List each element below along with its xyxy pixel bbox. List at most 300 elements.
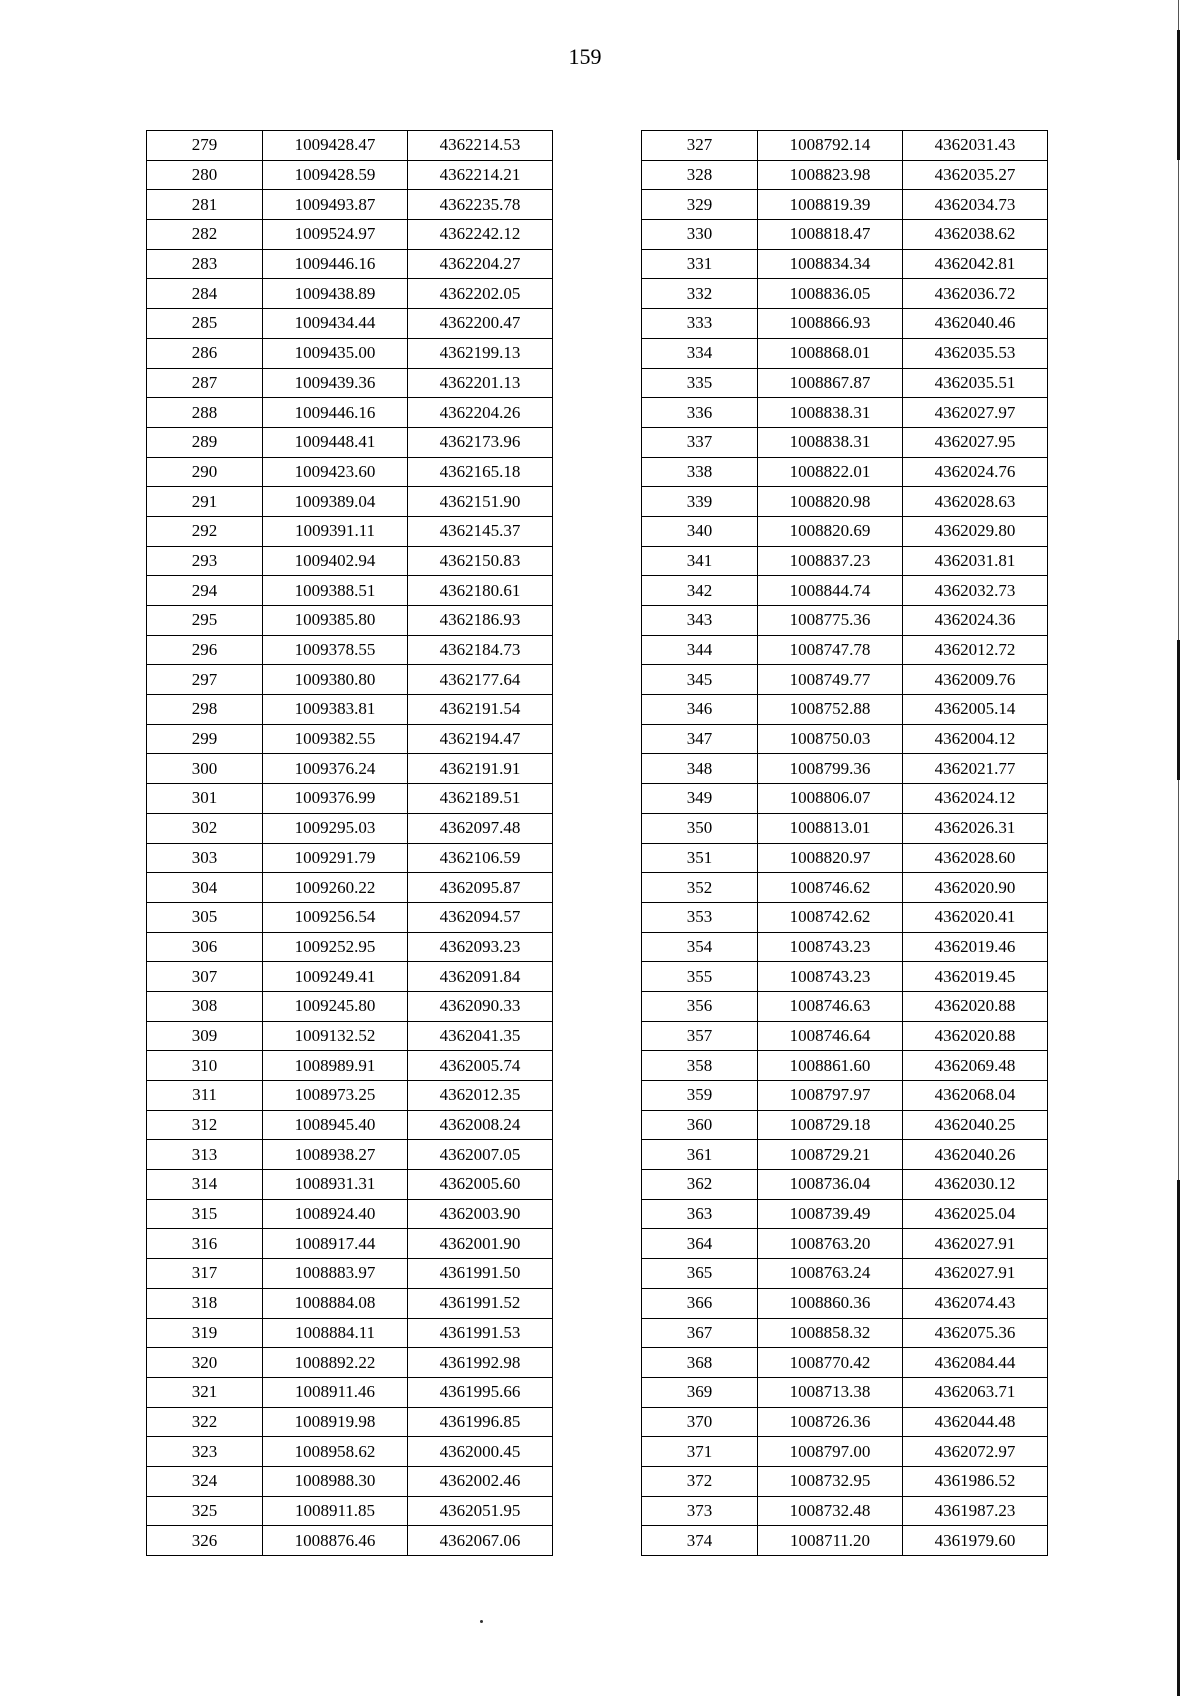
y-coordinate-cell: 4362097.48 <box>408 813 553 843</box>
point-number-cell: 356 <box>642 991 758 1021</box>
table-row <box>147 1259 553 1289</box>
table-row <box>147 813 553 843</box>
point-number-cell: 339 <box>642 487 758 517</box>
point-number-cell: 300 <box>147 754 263 784</box>
x-coordinate-cell: 1009448.41 <box>263 427 408 457</box>
table-row <box>642 546 1048 576</box>
x-coordinate-cell: 1008867.87 <box>758 368 903 398</box>
point-number-cell: 373 <box>642 1496 758 1526</box>
x-coordinate-cell: 1008749.77 <box>758 665 903 695</box>
point-number-cell: 285 <box>147 309 263 339</box>
table-row <box>147 1407 553 1437</box>
table-row <box>642 427 1048 457</box>
x-coordinate-cell: 1008834.34 <box>758 249 903 279</box>
y-coordinate-cell: 4362028.63 <box>903 487 1048 517</box>
table-row <box>147 1170 553 1200</box>
point-number-cell: 299 <box>147 724 263 754</box>
y-coordinate-cell: 4362001.90 <box>408 1229 553 1259</box>
table-row <box>147 457 553 487</box>
y-coordinate-cell: 4362005.74 <box>408 1051 553 1081</box>
y-coordinate-cell: 4362000.45 <box>408 1437 553 1467</box>
y-coordinate-cell: 4362165.18 <box>408 457 553 487</box>
table-row <box>147 160 553 190</box>
y-coordinate-cell: 4362214.53 <box>408 131 553 161</box>
table-row <box>147 1081 553 1111</box>
y-coordinate-cell: 4361991.50 <box>408 1259 553 1289</box>
x-coordinate-cell: 1008884.11 <box>263 1318 408 1348</box>
table-row <box>642 1140 1048 1170</box>
point-number-cell: 347 <box>642 724 758 754</box>
y-coordinate-cell: 4362034.73 <box>903 190 1048 220</box>
table-row <box>147 635 553 665</box>
table-row <box>642 1081 1048 1111</box>
x-coordinate-cell: 1009380.80 <box>263 665 408 695</box>
point-number-cell: 291 <box>147 487 263 517</box>
y-coordinate-cell: 4362028.60 <box>903 843 1048 873</box>
x-coordinate-cell: 1009383.81 <box>263 695 408 725</box>
y-coordinate-cell: 4362007.05 <box>408 1140 553 1170</box>
table-row <box>147 1496 553 1526</box>
point-number-cell: 302 <box>147 813 263 843</box>
x-coordinate-cell: 1008838.31 <box>758 398 903 428</box>
y-coordinate-cell: 4362032.73 <box>903 576 1048 606</box>
x-coordinate-cell: 1008911.46 <box>263 1377 408 1407</box>
y-coordinate-cell: 4362150.83 <box>408 546 553 576</box>
y-coordinate-cell: 4362035.51 <box>903 368 1048 398</box>
table-row <box>147 1051 553 1081</box>
table-row <box>642 843 1048 873</box>
point-number-cell: 352 <box>642 873 758 903</box>
point-number-cell: 292 <box>147 516 263 546</box>
x-coordinate-cell: 1009382.55 <box>263 724 408 754</box>
y-coordinate-cell: 4362180.61 <box>408 576 553 606</box>
table-row <box>147 487 553 517</box>
point-number-cell: 365 <box>642 1259 758 1289</box>
table-row <box>147 873 553 903</box>
y-coordinate-cell: 4362189.51 <box>408 784 553 814</box>
point-number-cell: 343 <box>642 606 758 636</box>
point-number-cell: 372 <box>642 1466 758 1496</box>
point-number-cell: 317 <box>147 1259 263 1289</box>
x-coordinate-cell: 1009385.80 <box>263 606 408 636</box>
table-row <box>642 576 1048 606</box>
table-row <box>642 932 1048 962</box>
x-coordinate-cell: 1008883.97 <box>263 1259 408 1289</box>
x-coordinate-cell: 1008892.22 <box>263 1348 408 1378</box>
x-coordinate-cell: 1008775.36 <box>758 606 903 636</box>
y-coordinate-cell: 4362003.90 <box>408 1199 553 1229</box>
scan-edge-mark <box>1177 30 1180 160</box>
y-coordinate-cell: 4362075.36 <box>903 1318 1048 1348</box>
y-coordinate-cell: 4362145.37 <box>408 516 553 546</box>
y-coordinate-cell: 4362051.95 <box>408 1496 553 1526</box>
x-coordinate-cell: 1009256.54 <box>263 902 408 932</box>
y-coordinate-cell: 4361991.53 <box>408 1318 553 1348</box>
y-coordinate-cell: 4362069.48 <box>903 1051 1048 1081</box>
x-coordinate-cell: 1009388.51 <box>263 576 408 606</box>
table-row <box>147 279 553 309</box>
table-row <box>147 665 553 695</box>
y-coordinate-cell: 4362020.88 <box>903 1021 1048 1051</box>
point-number-cell: 290 <box>147 457 263 487</box>
table-row <box>642 220 1048 250</box>
table-row <box>147 398 553 428</box>
y-coordinate-cell: 4362008.24 <box>408 1110 553 1140</box>
x-coordinate-cell: 1008919.98 <box>263 1407 408 1437</box>
y-coordinate-cell: 4362012.35 <box>408 1081 553 1111</box>
table-row <box>642 962 1048 992</box>
y-coordinate-cell: 4362027.97 <box>903 398 1048 428</box>
y-coordinate-cell: 4362173.96 <box>408 427 553 457</box>
x-coordinate-cell: 1008746.62 <box>758 873 903 903</box>
y-coordinate-cell: 4362026.31 <box>903 813 1048 843</box>
x-coordinate-cell: 1008743.23 <box>758 962 903 992</box>
table-row <box>642 1348 1048 1378</box>
x-coordinate-cell: 1008820.97 <box>758 843 903 873</box>
x-coordinate-cell: 1008861.60 <box>758 1051 903 1081</box>
table-row <box>147 1199 553 1229</box>
y-coordinate-cell: 4362200.47 <box>408 309 553 339</box>
x-coordinate-cell: 1009439.36 <box>263 368 408 398</box>
table-row <box>147 991 553 1021</box>
y-coordinate-cell: 4362041.35 <box>408 1021 553 1051</box>
point-number-cell: 320 <box>147 1348 263 1378</box>
table-row <box>642 1496 1048 1526</box>
y-coordinate-cell: 4362004.12 <box>903 724 1048 754</box>
x-coordinate-cell: 1008747.78 <box>758 635 903 665</box>
x-coordinate-cell: 1009428.47 <box>263 131 408 161</box>
point-number-cell: 331 <box>642 249 758 279</box>
point-number-cell: 288 <box>147 398 263 428</box>
point-number-cell: 322 <box>147 1407 263 1437</box>
x-coordinate-cell: 1008819.39 <box>758 190 903 220</box>
x-coordinate-cell: 1008884.08 <box>263 1288 408 1318</box>
table-row <box>147 962 553 992</box>
table-row <box>642 131 1048 161</box>
y-coordinate-cell: 4362027.91 <box>903 1259 1048 1289</box>
page-number: 159 <box>568 44 602 69</box>
table-row <box>147 1229 553 1259</box>
x-coordinate-cell: 1008818.47 <box>758 220 903 250</box>
x-coordinate-cell: 1008746.63 <box>758 991 903 1021</box>
y-coordinate-cell: 4362024.12 <box>903 784 1048 814</box>
point-number-cell: 316 <box>147 1229 263 1259</box>
y-coordinate-cell: 4362094.57 <box>408 902 553 932</box>
y-coordinate-cell: 4362042.81 <box>903 249 1048 279</box>
table-row <box>642 487 1048 517</box>
table-row <box>642 1021 1048 1051</box>
x-coordinate-cell: 1008813.01 <box>758 813 903 843</box>
table-row <box>642 991 1048 1021</box>
y-coordinate-cell: 4362201.13 <box>408 368 553 398</box>
x-coordinate-cell: 1008973.25 <box>263 1081 408 1111</box>
table-row <box>642 279 1048 309</box>
point-number-cell: 297 <box>147 665 263 695</box>
x-coordinate-cell: 1008931.31 <box>263 1170 408 1200</box>
point-number-cell: 330 <box>642 220 758 250</box>
table-row <box>147 1466 553 1496</box>
x-coordinate-cell: 1008958.62 <box>263 1437 408 1467</box>
point-number-cell: 319 <box>147 1318 263 1348</box>
point-number-cell: 346 <box>642 695 758 725</box>
y-coordinate-cell: 4362019.46 <box>903 932 1048 962</box>
y-coordinate-cell: 4362184.73 <box>408 635 553 665</box>
point-number-cell: 289 <box>147 427 263 457</box>
point-number-cell: 324 <box>147 1466 263 1496</box>
point-number-cell: 334 <box>642 338 758 368</box>
point-number-cell: 313 <box>147 1140 263 1170</box>
table-row <box>642 1110 1048 1140</box>
point-number-cell: 310 <box>147 1051 263 1081</box>
table-row <box>147 1021 553 1051</box>
coordinates-table-left <box>146 130 553 1556</box>
table-row <box>642 338 1048 368</box>
y-coordinate-cell: 4362030.12 <box>903 1170 1048 1200</box>
x-coordinate-cell: 1008729.18 <box>758 1110 903 1140</box>
y-coordinate-cell: 4362235.78 <box>408 190 553 220</box>
x-coordinate-cell: 1009438.89 <box>263 279 408 309</box>
y-coordinate-cell: 4362035.53 <box>903 338 1048 368</box>
point-number-cell: 280 <box>147 160 263 190</box>
y-coordinate-cell: 4362204.26 <box>408 398 553 428</box>
table-row <box>642 1437 1048 1467</box>
table-row <box>147 338 553 368</box>
y-coordinate-cell: 4362020.41 <box>903 902 1048 932</box>
point-number-cell: 344 <box>642 635 758 665</box>
x-coordinate-cell: 1008729.21 <box>758 1140 903 1170</box>
point-number-cell: 337 <box>642 427 758 457</box>
point-number-cell: 349 <box>642 784 758 814</box>
point-number-cell: 312 <box>147 1110 263 1140</box>
table-row <box>147 784 553 814</box>
x-coordinate-cell: 1008792.14 <box>758 131 903 161</box>
y-coordinate-cell: 4362191.54 <box>408 695 553 725</box>
x-coordinate-cell: 1008838.31 <box>758 427 903 457</box>
point-number-cell: 359 <box>642 1081 758 1111</box>
table-row <box>642 1407 1048 1437</box>
table-row <box>642 813 1048 843</box>
y-coordinate-cell: 4362106.59 <box>408 843 553 873</box>
y-coordinate-cell: 4362202.05 <box>408 279 553 309</box>
point-number-cell: 283 <box>147 249 263 279</box>
x-coordinate-cell: 1008837.23 <box>758 546 903 576</box>
y-coordinate-cell: 4362027.95 <box>903 427 1048 457</box>
point-number-cell: 279 <box>147 131 263 161</box>
table-row <box>642 309 1048 339</box>
x-coordinate-cell: 1008988.30 <box>263 1466 408 1496</box>
point-number-cell: 295 <box>147 606 263 636</box>
x-coordinate-cell: 1008797.00 <box>758 1437 903 1467</box>
point-number-cell: 281 <box>147 190 263 220</box>
y-coordinate-cell: 4362031.43 <box>903 131 1048 161</box>
y-coordinate-cell: 4362090.33 <box>408 991 553 1021</box>
x-coordinate-cell: 1009249.41 <box>263 962 408 992</box>
point-number-cell: 338 <box>642 457 758 487</box>
y-coordinate-cell: 4362093.23 <box>408 932 553 962</box>
table-row <box>642 754 1048 784</box>
x-coordinate-cell: 1008924.40 <box>263 1199 408 1229</box>
x-coordinate-cell: 1008945.40 <box>263 1110 408 1140</box>
x-coordinate-cell: 1009376.24 <box>263 754 408 784</box>
table-row <box>642 249 1048 279</box>
table-row <box>642 1170 1048 1200</box>
x-coordinate-cell: 1009446.16 <box>263 249 408 279</box>
point-number-cell: 303 <box>147 843 263 873</box>
x-coordinate-cell: 1008822.01 <box>758 457 903 487</box>
y-coordinate-cell: 4362038.62 <box>903 220 1048 250</box>
x-coordinate-cell: 1009376.99 <box>263 784 408 814</box>
y-coordinate-cell: 4362020.88 <box>903 991 1048 1021</box>
table-row <box>147 368 553 398</box>
table-row <box>642 1051 1048 1081</box>
point-number-cell: 362 <box>642 1170 758 1200</box>
x-coordinate-cell: 1008911.85 <box>263 1496 408 1526</box>
x-coordinate-cell: 1008732.48 <box>758 1496 903 1526</box>
x-coordinate-cell: 1008989.91 <box>263 1051 408 1081</box>
point-number-cell: 358 <box>642 1051 758 1081</box>
table-row <box>642 1526 1048 1556</box>
table-row <box>642 784 1048 814</box>
point-number-cell: 296 <box>147 635 263 665</box>
point-number-cell: 294 <box>147 576 263 606</box>
x-coordinate-cell: 1009291.79 <box>263 843 408 873</box>
table-row <box>642 902 1048 932</box>
y-coordinate-cell: 4362186.93 <box>408 606 553 636</box>
y-coordinate-cell: 4362036.72 <box>903 279 1048 309</box>
point-number-cell: 345 <box>642 665 758 695</box>
point-number-cell: 360 <box>642 1110 758 1140</box>
table-row <box>642 1288 1048 1318</box>
y-coordinate-cell: 4362009.76 <box>903 665 1048 695</box>
table-row <box>642 1229 1048 1259</box>
x-coordinate-cell: 1009493.87 <box>263 190 408 220</box>
point-number-cell: 309 <box>147 1021 263 1051</box>
table-row <box>147 754 553 784</box>
point-number-cell: 357 <box>642 1021 758 1051</box>
y-coordinate-cell: 4362084.44 <box>903 1348 1048 1378</box>
point-number-cell: 355 <box>642 962 758 992</box>
x-coordinate-cell: 1009260.22 <box>263 873 408 903</box>
table-row <box>642 160 1048 190</box>
table-row <box>642 190 1048 220</box>
y-coordinate-cell: 4362005.60 <box>408 1170 553 1200</box>
table-row <box>642 635 1048 665</box>
table-row <box>642 1259 1048 1289</box>
table-row <box>642 457 1048 487</box>
table-row <box>642 398 1048 428</box>
point-number-cell: 350 <box>642 813 758 843</box>
point-number-cell: 354 <box>642 932 758 962</box>
x-coordinate-cell: 1008860.36 <box>758 1288 903 1318</box>
table-row <box>147 1318 553 1348</box>
point-number-cell: 366 <box>642 1288 758 1318</box>
y-coordinate-cell: 4362002.46 <box>408 1466 553 1496</box>
table-row <box>642 695 1048 725</box>
point-number-cell: 315 <box>147 1199 263 1229</box>
point-number-cell: 298 <box>147 695 263 725</box>
x-coordinate-cell: 1009391.11 <box>263 516 408 546</box>
y-coordinate-cell: 4362199.13 <box>408 338 553 368</box>
point-number-cell: 367 <box>642 1318 758 1348</box>
table-row <box>642 606 1048 636</box>
point-number-cell: 353 <box>642 902 758 932</box>
x-coordinate-cell: 1008726.36 <box>758 1407 903 1437</box>
table-row <box>642 724 1048 754</box>
y-coordinate-cell: 4362012.72 <box>903 635 1048 665</box>
x-coordinate-cell: 1008770.42 <box>758 1348 903 1378</box>
x-coordinate-cell: 1008743.23 <box>758 932 903 962</box>
point-number-cell: 370 <box>642 1407 758 1437</box>
y-coordinate-cell: 4362177.64 <box>408 665 553 695</box>
y-coordinate-cell: 4362025.04 <box>903 1199 1048 1229</box>
coordinates-table-body <box>642 131 1048 1556</box>
y-coordinate-cell: 4362091.84 <box>408 962 553 992</box>
y-coordinate-cell: 4362194.47 <box>408 724 553 754</box>
x-coordinate-cell: 1009524.97 <box>263 220 408 250</box>
point-number-cell: 363 <box>642 1199 758 1229</box>
x-coordinate-cell: 1008917.44 <box>263 1229 408 1259</box>
point-number-cell: 282 <box>147 220 263 250</box>
x-coordinate-cell: 1008739.49 <box>758 1199 903 1229</box>
y-coordinate-cell: 4362044.48 <box>903 1407 1048 1437</box>
table-row <box>147 843 553 873</box>
x-coordinate-cell: 1008858.32 <box>758 1318 903 1348</box>
point-number-cell: 342 <box>642 576 758 606</box>
table-row <box>147 724 553 754</box>
table-row <box>642 1199 1048 1229</box>
x-coordinate-cell: 1009435.00 <box>263 338 408 368</box>
point-number-cell: 369 <box>642 1377 758 1407</box>
x-coordinate-cell: 1008746.64 <box>758 1021 903 1051</box>
x-coordinate-cell: 1008836.05 <box>758 279 903 309</box>
y-coordinate-cell: 4362019.45 <box>903 962 1048 992</box>
x-coordinate-cell: 1008823.98 <box>758 160 903 190</box>
y-coordinate-cell: 4362021.77 <box>903 754 1048 784</box>
point-number-cell: 348 <box>642 754 758 784</box>
x-coordinate-cell: 1009428.59 <box>263 160 408 190</box>
x-coordinate-cell: 1008820.98 <box>758 487 903 517</box>
point-number-cell: 361 <box>642 1140 758 1170</box>
table-row <box>642 1466 1048 1496</box>
x-coordinate-cell: 1008763.20 <box>758 1229 903 1259</box>
table-row <box>147 249 553 279</box>
y-coordinate-cell: 4362063.71 <box>903 1377 1048 1407</box>
y-coordinate-cell: 4362024.36 <box>903 606 1048 636</box>
x-coordinate-cell: 1009446.16 <box>263 398 408 428</box>
point-number-cell: 332 <box>642 279 758 309</box>
x-coordinate-cell: 1009389.04 <box>263 487 408 517</box>
point-number-cell: 335 <box>642 368 758 398</box>
y-coordinate-cell: 4361995.66 <box>408 1377 553 1407</box>
y-coordinate-cell: 4362027.91 <box>903 1229 1048 1259</box>
table-row <box>147 427 553 457</box>
table-row <box>642 665 1048 695</box>
table-row <box>147 546 553 576</box>
y-coordinate-cell: 4362040.25 <box>903 1110 1048 1140</box>
x-coordinate-cell: 1008742.62 <box>758 902 903 932</box>
x-coordinate-cell: 1008752.88 <box>758 695 903 725</box>
x-coordinate-cell: 1009378.55 <box>263 635 408 665</box>
table-row <box>147 932 553 962</box>
y-coordinate-cell: 4362072.97 <box>903 1437 1048 1467</box>
table-row <box>147 1377 553 1407</box>
point-number-cell: 341 <box>642 546 758 576</box>
table-row <box>147 1348 553 1378</box>
point-number-cell: 364 <box>642 1229 758 1259</box>
x-coordinate-cell: 1008797.97 <box>758 1081 903 1111</box>
table-row <box>147 1140 553 1170</box>
point-number-cell: 325 <box>147 1496 263 1526</box>
